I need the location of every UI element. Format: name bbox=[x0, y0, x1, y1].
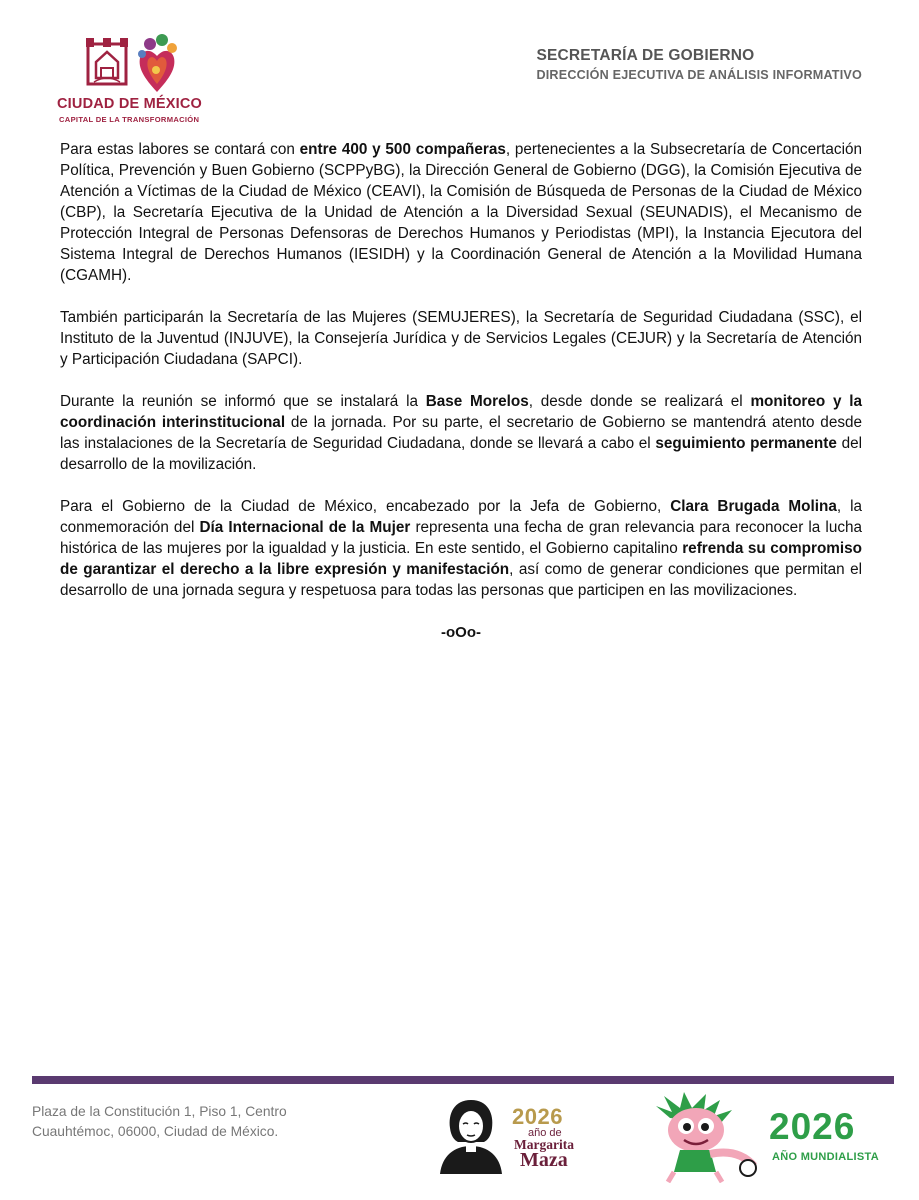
text-run: de la jornada. Por su parte, el secretario de Gobierno se mantendrá atento desde las instalaciones de la Secretaría de Seguridad Ciudadana, donde se llevará a cabo el bbox=[60, 414, 862, 452]
paragraph-2 bbox=[60, 307, 862, 370]
bold-text-run: Base Morelos bbox=[425, 393, 529, 410]
maza-ano: año de bbox=[528, 1127, 562, 1139]
text-run: , así como de generar condiciones que permitan el desarrollo de una jornada segura y respetuosa para todas las personas que participen en las movilizaciones. bbox=[60, 561, 862, 599]
bold-text-run: seguimiento permanente bbox=[655, 435, 837, 452]
text-run: También participarán la Secretaría de las Mujeres (SEMUJERES), la Secretaría de Seguridad Ciudadana (SSC), el Instituto de la Juventud (INJUVE), la Consejería Jurídica y de Servicios Legales (CEJUR) y la Secretaría de Atención y Participación Ciudadana (SAPCI). bbox=[60, 309, 862, 368]
text-run: Para estas labores se contará con bbox=[60, 141, 300, 158]
maza-name-first: Margarita bbox=[514, 1137, 574, 1152]
org-title: SECRETARÍA DE GOBIERNO bbox=[536, 47, 755, 64]
address-line-1: Plaza de la Constitución 1, Piso 1, Centro bbox=[32, 1104, 287, 1119]
text-run: , pertenecientes a la Subsecretaría de Concertación Política, Prevención y Buen Gobierno (SCPPyBG), la Dirección General de Gobierno (DGG), la Comisión Ejecutiva de Atención a Víctimas de la Ciudad de México (CEAVI), la Comisión de Búsqueda de Personas de la Ciudad de México (CBP), la Secretaría Ejecutiva de la Unidad de Atención a la Diversidad Sexual (SEUNADIS), el Mecanismo de Protección Integral de Personas Defensoras de Derechos Humanos y Periodistas (MPI), la Instancia Ejecutora del Sistema Integral de Derechos Humanos (IESIDH) y la Coordinación General de Atención a la Movilidad Humana (CGAMH). bbox=[60, 141, 862, 284]
bold-text-run: refrenda su compromiso de garantizar el derecho a la libre expresión y manifestación bbox=[60, 540, 862, 578]
logo-subtitle: CAPITAL DE LA TRANSFORMACIÓN bbox=[59, 115, 200, 124]
paragraph-1 bbox=[60, 139, 862, 286]
org-subtitle: DIRECCIÓN EJECUTIVA DE ANÁLISIS INFORMATIVO bbox=[536, 68, 862, 82]
text-run: representa una fecha de gran relevancia para reconocer la lucha histórica de las mujeres por la igualdad y la justicia. En este sentido, el Gobierno capitalino bbox=[60, 519, 862, 557]
text-run: del desarrollo de la movilización. bbox=[60, 435, 862, 473]
document-body bbox=[60, 139, 862, 643]
bold-text-run: monitoreo y la coordinación interinstitucional bbox=[60, 393, 863, 431]
portrait-icon bbox=[432, 1094, 510, 1174]
paragraph-4 bbox=[60, 496, 862, 601]
document-header bbox=[0, 0, 919, 135]
axolotl-mascot-icon bbox=[650, 1088, 768, 1183]
bold-text-run: Clara Brugada Molina bbox=[670, 498, 837, 515]
footer-address bbox=[32, 1102, 287, 1142]
mundial-year: 2026 bbox=[769, 1106, 856, 1147]
text-run: , desde donde se realizará el bbox=[528, 393, 751, 410]
address-line-2: Cuauhtémoc, 06000, Ciudad de México. bbox=[32, 1124, 279, 1139]
ano-mundialista-logo bbox=[650, 1088, 895, 1183]
bold-text-run: Día Internacional de la Mujer bbox=[199, 519, 411, 536]
maza-year: 2026 bbox=[512, 1104, 563, 1129]
header-titles bbox=[536, 47, 862, 82]
cdmx-seal-icon bbox=[86, 38, 128, 86]
paragraph-3 bbox=[60, 391, 862, 475]
mundial-label: AÑO MUNDIALISTA bbox=[772, 1151, 879, 1163]
logo-title: CIUDAD DE MÉXICO bbox=[57, 96, 202, 112]
margarita-maza-logo bbox=[432, 1094, 582, 1176]
footer-divider bbox=[32, 1076, 894, 1084]
text-run: Durante la reunión se informó que se instalará la bbox=[60, 393, 426, 410]
text-run: Para el Gobierno de la Ciudad de México, encabezado por la Jefa de Gobierno, bbox=[60, 498, 671, 515]
maza-name-last: Maza bbox=[520, 1149, 568, 1171]
text-run: , la conmemoración del bbox=[60, 498, 862, 536]
cdmx-logo bbox=[50, 30, 215, 130]
bold-text-run: entre 400 y 500 compañeras bbox=[299, 141, 506, 158]
closing-mark: -oOo- bbox=[441, 624, 481, 641]
heart-flower-icon bbox=[134, 32, 180, 94]
